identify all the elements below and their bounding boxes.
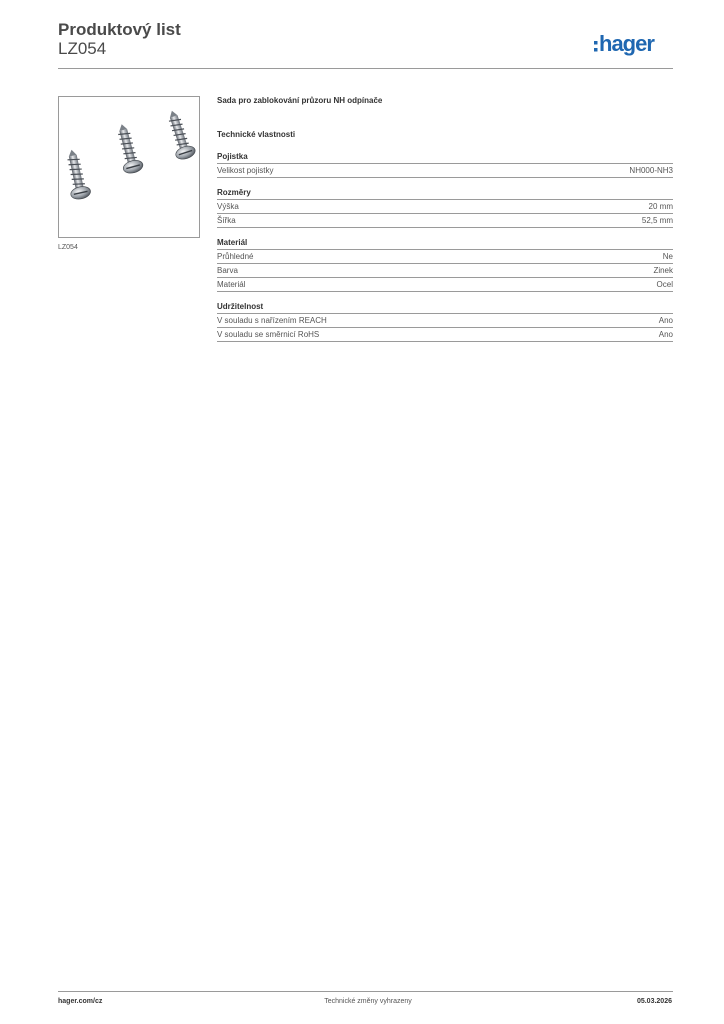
spec-value: 52,5 mm — [641, 216, 673, 225]
footer-notice: Technické změny vyhrazeny — [324, 998, 412, 1005]
spec-row — [217, 164, 673, 178]
spec-label: V souladu s nařízením REACH — [217, 316, 327, 325]
hager-logo — [594, 30, 674, 58]
spec-label: Průhledné — [217, 252, 254, 261]
spec-label: Materiál — [217, 280, 246, 289]
spec-row — [217, 200, 673, 214]
spec-label: Šířka — [217, 216, 236, 225]
footer-website-link[interactable]: hager.com/cz — [58, 998, 103, 1005]
spec-value: Ne — [662, 252, 673, 261]
screws-illustration — [59, 97, 199, 237]
spec-value: Ano — [658, 330, 673, 339]
spec-group-material — [217, 238, 673, 292]
spec-label: V souladu se směrnicí RoHS — [217, 330, 320, 339]
image-caption: LZ054 — [58, 244, 78, 251]
technical-specification — [217, 96, 673, 352]
footer-divider — [58, 991, 673, 992]
spec-row — [217, 278, 673, 292]
product-image — [58, 96, 200, 238]
spec-group-title: Udržitelnost — [217, 302, 673, 314]
spec-row — [217, 214, 673, 228]
spec-heading: Technické vlastnosti — [217, 130, 296, 139]
footer-date: 05.03.2026 — [636, 998, 672, 1005]
spec-group-title: Pojistka — [217, 152, 673, 164]
spec-group-pojistka — [217, 152, 673, 178]
logo-text: hager — [599, 31, 654, 56]
spec-label: Velikost pojistky — [217, 166, 274, 175]
spec-label: Výška — [217, 202, 239, 211]
spec-label: Barva — [217, 266, 238, 275]
spec-group-udrzitelnost — [217, 302, 673, 342]
spec-group-title: Materiál — [217, 238, 673, 250]
spec-value: Ocel — [656, 280, 673, 289]
spec-value: Zinek — [653, 266, 673, 275]
product-code: LZ054 — [58, 39, 107, 58]
spec-group-title: Rozměry — [217, 188, 673, 200]
spec-row — [217, 264, 673, 278]
spec-row — [217, 250, 673, 264]
spec-value: Ano — [658, 316, 673, 325]
spec-row — [217, 328, 673, 342]
spec-group-rozmery — [217, 188, 673, 228]
spec-row — [217, 314, 673, 328]
product-description: Sada pro zablokování průzoru NH odpínače — [217, 96, 383, 105]
spec-value: 20 mm — [648, 202, 673, 211]
spec-value: NH000-NH3 — [629, 166, 673, 175]
page-title: Produktový list — [58, 20, 181, 39]
header-divider — [58, 68, 673, 69]
